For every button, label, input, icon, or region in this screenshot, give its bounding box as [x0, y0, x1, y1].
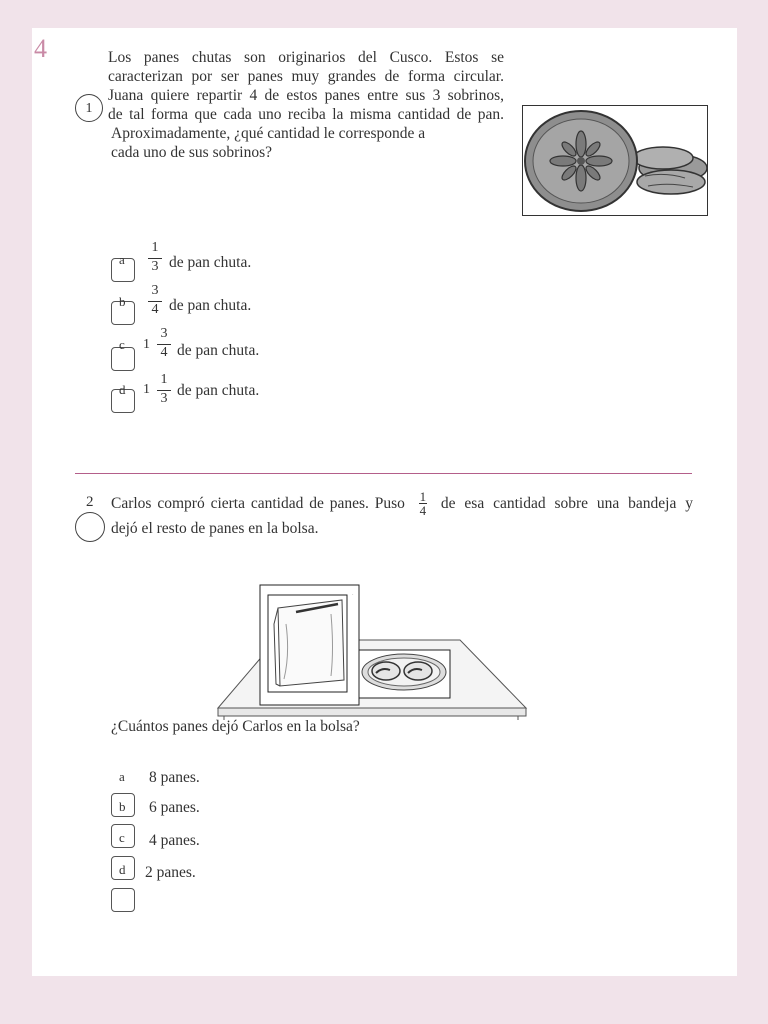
q2-option-c-letter: c	[119, 830, 125, 845]
question-2-circle	[75, 512, 105, 542]
option-a-letter: a	[119, 252, 125, 267]
question-2-text-after: de esa cantidad sobre una bandeja y	[440, 495, 693, 512]
question-1-text	[108, 48, 504, 162]
q2-option-d-text: 2 panes.	[145, 864, 196, 881]
fraction-denominator: 4	[419, 503, 427, 518]
option-c-letter: c	[119, 337, 125, 352]
q2-option-c-text: 4 panes.	[149, 832, 200, 849]
option-a-text: de pan chuta.	[169, 254, 252, 271]
option-b-text: de pan chuta.	[169, 297, 252, 314]
question-2-text-before: Carlos compró cierta cantidad de panes. Puso	[111, 495, 405, 512]
fraction-denominator: 3	[148, 258, 162, 275]
fraction-numerator: 1	[419, 489, 427, 504]
fraction-denominator: 4	[148, 301, 162, 318]
option-a-fraction	[148, 240, 162, 275]
question-1-number: 1	[75, 94, 103, 122]
fraction-numerator: 1	[160, 372, 168, 387]
q2-option-b-letter: b	[119, 799, 126, 814]
q2-extra-checkbox[interactable]	[111, 888, 135, 912]
option-d-letter: d	[119, 382, 126, 397]
option-c-fraction	[157, 326, 171, 361]
q2-option-a-letter: a	[119, 769, 125, 784]
option-d-text: de pan chuta.	[177, 382, 260, 399]
question-2-fraction	[419, 490, 428, 517]
question-1-line: caracterizan por ser panes muy grandes de forma circular.	[108, 68, 504, 85]
svg-text:·: ·	[352, 592, 354, 598]
q2-option-a-text: 8 panes.	[149, 769, 200, 786]
question-2-prompt: ¿Cuántos panes dejó Carlos en la bolsa?	[111, 718, 360, 735]
option-c-whole: 1	[143, 337, 150, 352]
bag-and-tray-image	[216, 584, 528, 720]
question-1-line: de tal forma que cada uno reciba la misma cantidad de pan.	[108, 106, 504, 123]
question-1-line: Aproximadamente, ¿qué cantidad le corresponde a	[111, 125, 426, 142]
question-2-text	[111, 490, 693, 540]
page-number: 4	[34, 34, 47, 63]
q2-option-d-letter: d	[119, 862, 126, 877]
fraction-numerator: 1	[151, 240, 159, 255]
question-2-line2: dejó el resto de panes en la bolsa.	[111, 520, 319, 537]
fraction-numerator: 3	[160, 326, 168, 341]
option-d-whole: 1	[143, 382, 150, 397]
option-c-text: de pan chuta.	[177, 342, 260, 359]
option-b-letter: b	[119, 294, 126, 309]
fraction-numerator: 3	[151, 283, 159, 298]
option-b-fraction	[148, 283, 162, 318]
chuta-bread-image	[522, 105, 708, 216]
section-divider	[75, 473, 692, 474]
question-1-line: Los panes chutas son originarios del Cusco. Estos se	[108, 49, 504, 66]
fraction-denominator: 4	[157, 344, 171, 361]
question-2-number: 2	[86, 494, 94, 510]
option-d-fraction	[157, 372, 171, 407]
question-1-line: Juana quiere repartir 4 de estos panes entre sus 3 sobrinos,	[108, 87, 504, 104]
fraction-denominator: 3	[157, 390, 171, 407]
question-1-line: cada uno de sus sobrinos?	[111, 144, 272, 161]
q2-option-b-text: 6 panes.	[149, 799, 200, 816]
